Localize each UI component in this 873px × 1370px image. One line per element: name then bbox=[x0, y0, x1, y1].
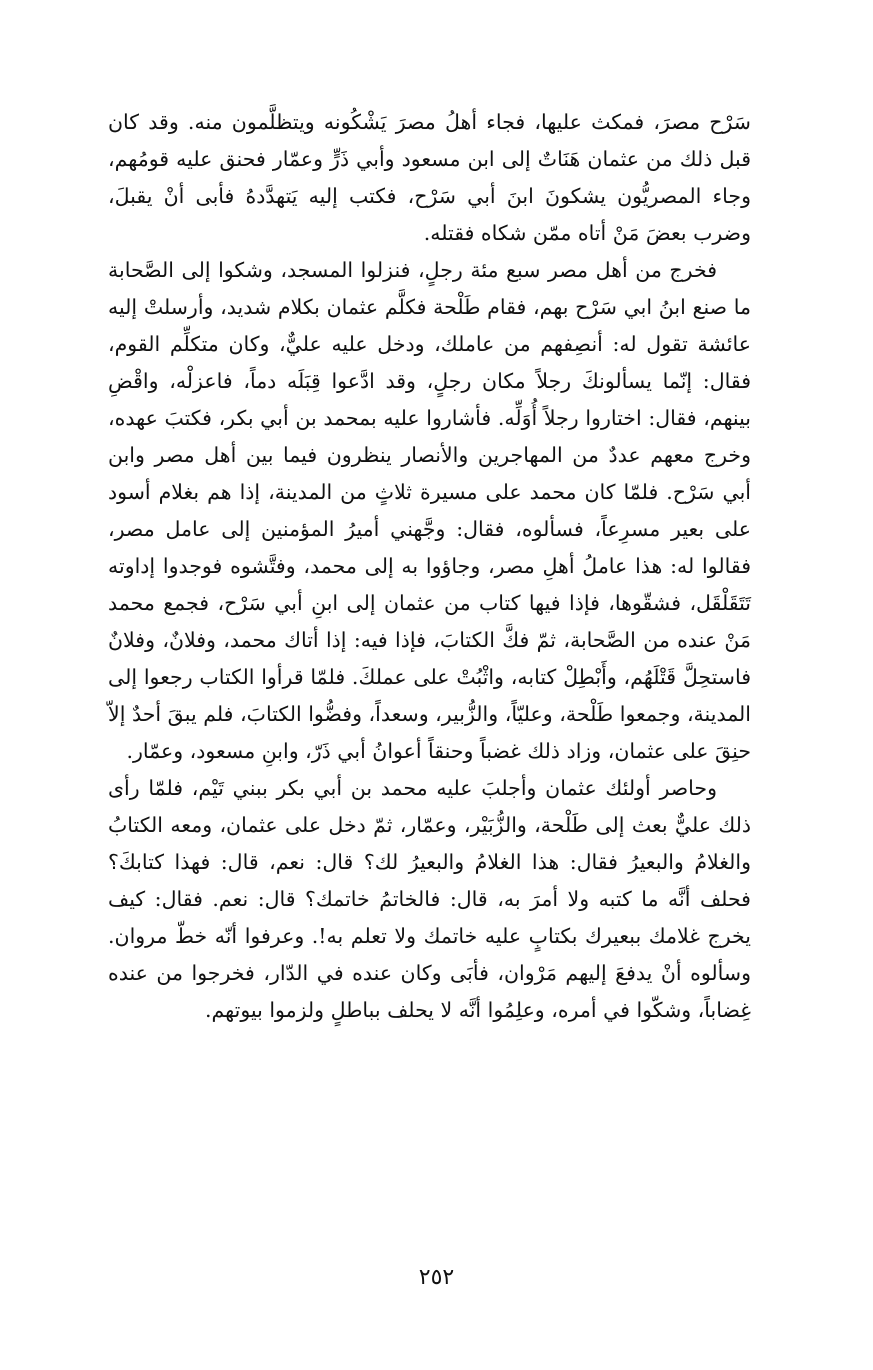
paragraph-3: وحاصر أولئك عثمان وأجلبَ عليه محمد بن أبي بكر ببني تَيْم، فلمّا رأى ذلك عليٌّ بعث إلى طَلْحة، والزُّبَيْر، وعمّار، ثمّ دخل على عثمان، ومعه الكتابُ والغلامُ والبعيرُ فقال: هذا الغلامُ والبعيرُ لك؟ قال: نعم، قال: فهذا كتابكَ؟ فحلف أنَّه ما كتبه ولا أمرَ به، قال: فالخاتمُ خاتمك؟ قال: نعم. فقال: كيف يخرج غلامك ببعيرك بكتابٍ عليه خاتمك ولا تعلم به!. وعرفوا أنّه خطّ مروان. وسألوه أنْ يدفعَ إليهم مَرْوان، فأبَى وكان عنده في الدّار، فخرجوا من عنده غِضاباً، وشكّوا في أمره، وعلِمُوا أنَّه لا يحلف بباطلٍ ولزموا بيوتهم. bbox=[108, 776, 751, 1022]
paragraph-1: سَرْح مصرَ، فمكث عليها، فجاء أهلُ مصرَ يَشْكُونه ويتظلَّمون منه. وقد كان قبل ذلك من عثمان هَنَاتٌ إلى ابن مسعود وأبي ذَرٍّ وعمّار فحنق عليه قومُهم، وجاء المصريُّون يشكونَ ابنَ أبي سَرْح، فكتب إليه يَتهدَّدهُ فأبى أنْ يقبلَ، وضرب بعضَ مَنْ أتاه ممّن شكاه فقتله. bbox=[108, 110, 751, 245]
paragraph-2: فخرج من أهل مصر سبع مئة رجلٍ، فنزلوا المسجد، وشكوا إلى الصَّحابة ما صنع ابنُ ابي سَرْح بهم، فقام طَلْحة فكلَّم عثمان بكلام شديد، وأرسلتْ إليه عائشة تقول له: أنصِفهم من عاملك، ودخل عليه عليٌّ، وكان متكلِّم القوم، فقال: إنّما يسألونكَ رجلاً مكان رجلٍ، وقد ادَّعوا قِبَلَه دماً، فاعزلْه، واقْضِ بينهم، فقال: اختاروا رجلاً أُوَلِّه. فأشاروا عليه بمحمد بن أبي بكر، فكتبَ عهده، وخرج معهم عددٌ من المهاجرين والأنصار ينظرون فيما بين أهل مصر وابن أبي سَرْح. فلمّا كان محمد على مسيرة ثلاثٍ من المدينة، إذا هم بغلام أسود على بعير مسرِعاً، فسألوه، فقال: وجَّهني أميرُ المؤمنين إلى عامل مصر، فقالوا له: هذا عاملُ أهلِ مصر، وجاؤوا به إلى محمد، وفتَّشوه فوجدوا إداوته تَتَقَلْقَل، فشقّوها، فإذا فيها كتاب من عثمان إلى ابنِ أبي سَرْح، فجمع محمد مَنْ عنده من الصَّحابة، ثمّ فكَّ الكتابَ، فإذا فيه: إذا أتاك محمد، وفلانٌ، وفلانٌ فاستحِلَّ قَتْلَهُم، وأَبْطِلْ كتابه، واثْبُتْ على عملكَ. فلمّا قرأوا الكتاب رجعوا إلى المدينة، وجمعوا طَلْحة، وعليّاً، والزُّبير، وسعداً، وفضُّوا الكتابَ، فلم يبقَ أحدٌ إلاّ حنِقَ على عثمان، وزاد ذلك غضباً وحنقاً أعوانُ أبي ذَرّ، وابنِ مسعود، وعمّار. bbox=[108, 258, 752, 763]
page-number: ٢٥٢ bbox=[418, 1265, 455, 1290]
page-text-block bbox=[108, 104, 751, 1264]
